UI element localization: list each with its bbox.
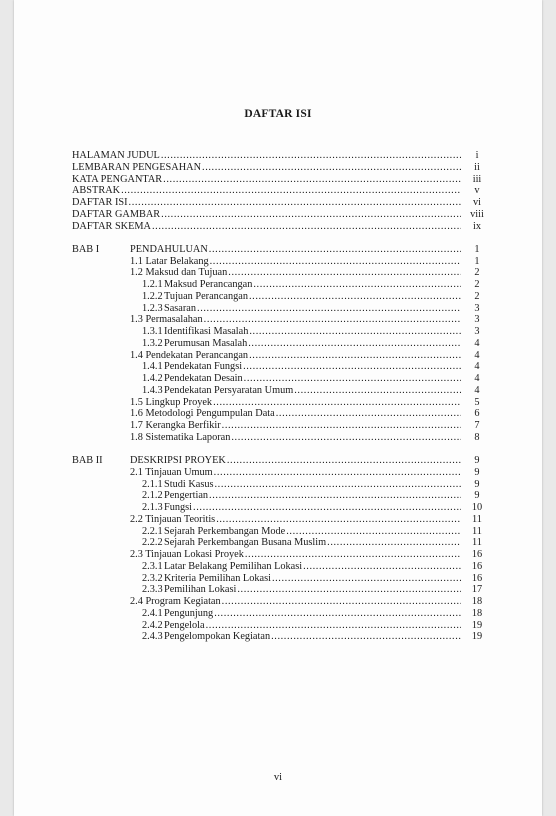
dot-leader (163, 174, 461, 186)
toc-subsection-entry (72, 373, 490, 385)
entry-label: Identifikasi Masalah (164, 326, 249, 337)
entry-page-number: i (475, 150, 479, 161)
entry-label: Studi Kasus (164, 478, 214, 490)
dot-leader (272, 573, 461, 585)
entry-number: 1.2.2 (142, 290, 163, 302)
entry-label: 1.5 Lingkup Proyek (130, 396, 213, 408)
entry-label: Pengunjung (164, 607, 214, 619)
entry-page-number: 4 (474, 349, 480, 361)
entry-label: Perumusan Masalah (164, 337, 248, 349)
dot-leader (222, 420, 461, 432)
toc-section-entry (72, 596, 490, 608)
entry-number: 2.1.1 (142, 478, 163, 490)
entry-page-number: 19 (471, 619, 483, 631)
section-gap (72, 444, 490, 456)
entry-label: Pendekatan Desain (164, 373, 243, 384)
dot-leader (327, 537, 461, 549)
entry-label: 1.6 Metodologi Pengumpulan Data (130, 408, 275, 420)
entry-number: 1.4.3 (142, 384, 163, 396)
dot-leader (294, 385, 461, 397)
dot-leader (286, 526, 461, 538)
entry-page-number: 6 (474, 408, 480, 420)
dot-leader (231, 432, 461, 444)
entry-number: 2.4.3 (142, 631, 163, 643)
entry-label: DAFTAR GAMBAR (72, 208, 161, 220)
entry-page-number: 8 (474, 431, 480, 443)
toc-subsection-entry (72, 361, 490, 373)
toc-subsection-entry (72, 608, 490, 620)
entry-number: 1.3.2 (142, 337, 163, 349)
toc-front-entry (72, 150, 490, 162)
chapter-number: BAB I (72, 243, 100, 255)
entry-label: Sejarah Perkembangan Mode (164, 525, 286, 537)
entry-number: 2.2.1 (142, 525, 163, 537)
toc-section-entry (72, 256, 490, 268)
toc-subsection-entry (72, 631, 490, 643)
entry-label: Pendekatan Persyaratan Umum (164, 384, 294, 396)
dot-leader (228, 267, 461, 279)
toc-subsection-entry (72, 479, 490, 491)
entry-label: LEMBARAN PENGESAHAN (72, 161, 202, 173)
toc-front-entry (72, 209, 490, 221)
dot-leader (152, 221, 461, 233)
entry-label: Pengelompokan Kegiatan (164, 631, 271, 643)
toc-section-entry (72, 314, 490, 326)
entry-page-number: 11 (472, 537, 482, 549)
dot-leader (210, 256, 461, 268)
toc-chapter-heading (72, 455, 490, 467)
dot-leader (214, 608, 461, 620)
entry-page-number: 3 (474, 314, 480, 326)
entry-label: 2.1 Tinjauan Umum (130, 466, 213, 478)
entry-number: 2.1.3 (142, 502, 163, 513)
dot-leader (214, 467, 461, 479)
entry-number: 2.3.1 (142, 560, 163, 572)
dot-leader (222, 596, 461, 608)
chapter-title: PENDAHULUAN (130, 243, 208, 255)
dot-leader (253, 279, 461, 291)
dot-leader (249, 291, 461, 303)
toc-section-entry (72, 420, 490, 432)
toc-subsection-entry (72, 561, 490, 573)
toc-subsection-entry (72, 490, 490, 502)
entry-label: Sejarah Perkembangan Busana Muslim (164, 537, 327, 549)
entry-page-number: 19 (471, 631, 483, 643)
toc-section-entry (72, 432, 490, 444)
toc-section-entry (72, 267, 490, 279)
entry-label: KATA PENGANTAR (72, 173, 163, 185)
toc-front-entry (72, 221, 490, 233)
section-gap (72, 232, 490, 244)
entry-page-number: 9 (474, 478, 480, 490)
toc-front-entry (72, 197, 490, 209)
toc-subsection-entry (72, 620, 490, 632)
entry-page-number: 16 (471, 560, 483, 572)
dot-leader (271, 631, 461, 643)
page-title: DAFTAR ISI (244, 108, 312, 120)
entry-label: 1.7 Kerangka Berfikir (130, 420, 221, 431)
toc-subsection-entry (72, 279, 490, 291)
toc-section-entry (72, 467, 490, 479)
dot-leader (206, 620, 461, 632)
entry-label: 2.3 Tinjauan Lokasi Proyek (130, 549, 244, 560)
entry-page-number: 1 (474, 243, 480, 255)
entry-label: ABSTRAK (72, 185, 121, 197)
entry-number: 2.1.2 (142, 490, 163, 502)
entry-page-number: 5 (474, 396, 480, 408)
entry-page-number: 18 (471, 596, 483, 607)
toc-front-entry (72, 185, 490, 197)
entry-label: 2.4 Program Kegiatan (130, 596, 221, 607)
dot-leader (215, 479, 462, 491)
dot-leader (121, 185, 461, 197)
entry-page-number: 1 (474, 255, 480, 267)
entry-number: 1.4.2 (142, 373, 163, 384)
dot-leader (193, 502, 461, 514)
entry-label: Kriteria Pemilihan Lokasi (164, 572, 271, 584)
entry-page-number: v (474, 185, 480, 197)
entry-label: 1.1 Latar Belakang (130, 255, 209, 267)
entry-label: 1.3 Permasalahan (130, 314, 203, 326)
toc-front-entry (72, 174, 490, 186)
entry-page-number: 3 (474, 302, 480, 314)
entry-page-number: 16 (471, 549, 483, 560)
entry-page-number: ii (474, 161, 480, 173)
toc-subsection-entry (72, 326, 490, 338)
entry-page-number: 4 (474, 384, 480, 396)
toc-subsection-entry (72, 537, 490, 549)
dot-leader (245, 549, 461, 561)
dot-leader (213, 397, 461, 409)
dot-leader (237, 584, 461, 596)
entry-label: 1.4 Pendekatan Perancangan (130, 349, 249, 361)
entry-number: 1.4.1 (142, 361, 163, 373)
dot-leader (216, 514, 461, 526)
toc-subsection-entry (72, 303, 490, 315)
toc-subsection-entry (72, 291, 490, 303)
document-page (14, 0, 542, 816)
dot-leader (204, 314, 461, 326)
entry-number: 1.3.1 (142, 326, 163, 337)
chapter-title: DESKRIPSI PROYEK (130, 455, 226, 466)
entry-number: 2.4.2 (142, 619, 163, 631)
entry-number: 1.2.3 (142, 302, 163, 314)
entry-label: Latar Belakang Pemilihan Lokasi (164, 560, 303, 572)
table-of-contents (72, 150, 490, 643)
dot-leader (243, 361, 461, 373)
entry-page-number: 4 (474, 373, 480, 384)
entry-page-number: 2 (474, 290, 480, 302)
dot-leader (248, 338, 461, 350)
entry-page-number: 10 (471, 502, 483, 513)
dot-leader (202, 162, 461, 174)
entry-page-number: ix (472, 220, 481, 232)
dot-leader (209, 490, 461, 502)
entry-page-number: 11 (472, 513, 482, 525)
entry-page-number: vi (472, 197, 481, 208)
entry-label: Maksud Perancangan (164, 279, 253, 290)
entry-page-number: 9 (474, 455, 480, 466)
entry-label: Pengertian (164, 490, 209, 502)
entry-label: 2.2 Tinjauan Teoritis (130, 513, 216, 525)
toc-section-entry (72, 514, 490, 526)
entry-number: 2.3.2 (142, 572, 163, 584)
entry-page-number: 16 (471, 572, 483, 584)
page-number: vi (273, 772, 283, 783)
entry-page-number: 2 (474, 267, 480, 279)
entry-page-number: 18 (471, 607, 483, 619)
entry-number: 2.4.1 (142, 607, 163, 619)
entry-page-number: 3 (474, 326, 480, 337)
entry-number: 2.3.3 (142, 584, 163, 596)
toc-chapter-heading (72, 244, 490, 256)
toc-subsection-entry (72, 573, 490, 585)
entry-page-number: 11 (472, 525, 482, 537)
toc-section-entry (72, 408, 490, 420)
toc-subsection-entry (72, 502, 490, 514)
dot-leader (303, 561, 461, 573)
dot-leader (249, 326, 461, 338)
entry-page-number: iii (472, 173, 482, 185)
entry-label: Pengelola (164, 619, 205, 631)
dot-leader (227, 455, 461, 467)
entry-page-number: 9 (474, 490, 480, 502)
toc-subsection-entry (72, 338, 490, 350)
entry-page-number: 4 (474, 361, 480, 373)
entry-page-number: 17 (471, 584, 483, 596)
entry-label: Fungsi (164, 502, 193, 513)
entry-label: Tujuan Perancangan (164, 290, 248, 302)
entry-label: DAFTAR SKEMA (72, 220, 151, 232)
dot-leader (249, 350, 461, 362)
toc-subsection-entry (72, 584, 490, 596)
entry-label: Pendekatan Fungsi (164, 361, 243, 373)
chapter-number: BAB II (72, 455, 103, 466)
dot-leader (161, 150, 461, 162)
entry-page-number: 7 (474, 420, 480, 431)
entry-page-number: 4 (474, 337, 480, 349)
dot-leader (161, 209, 461, 221)
entry-label: Pemilihan Lokasi (164, 584, 237, 596)
entry-label: HALAMAN JUDUL (72, 150, 160, 161)
dot-leader (209, 244, 461, 256)
dot-leader (276, 408, 461, 420)
entry-page-number: 2 (474, 279, 480, 290)
entry-label: DAFTAR ISI (72, 197, 128, 208)
entry-label: 1.8 Sistematika Laporan (130, 431, 231, 443)
entry-page-number: viii (470, 208, 484, 220)
dot-leader (197, 303, 461, 315)
toc-section-entry (72, 350, 490, 362)
toc-subsection-entry (72, 526, 490, 538)
toc-section-entry (72, 397, 490, 409)
entry-number: 1.2.1 (142, 279, 163, 290)
toc-front-entry (72, 162, 490, 174)
dot-leader (244, 373, 461, 385)
toc-section-entry (72, 549, 490, 561)
entry-page-number: 9 (474, 466, 480, 478)
entry-label: 1.2 Maksud dan Tujuan (130, 267, 228, 279)
entry-number: 2.2.2 (142, 537, 163, 549)
toc-subsection-entry (72, 385, 490, 397)
entry-label: Sasaran (164, 302, 197, 314)
dot-leader (129, 197, 461, 209)
